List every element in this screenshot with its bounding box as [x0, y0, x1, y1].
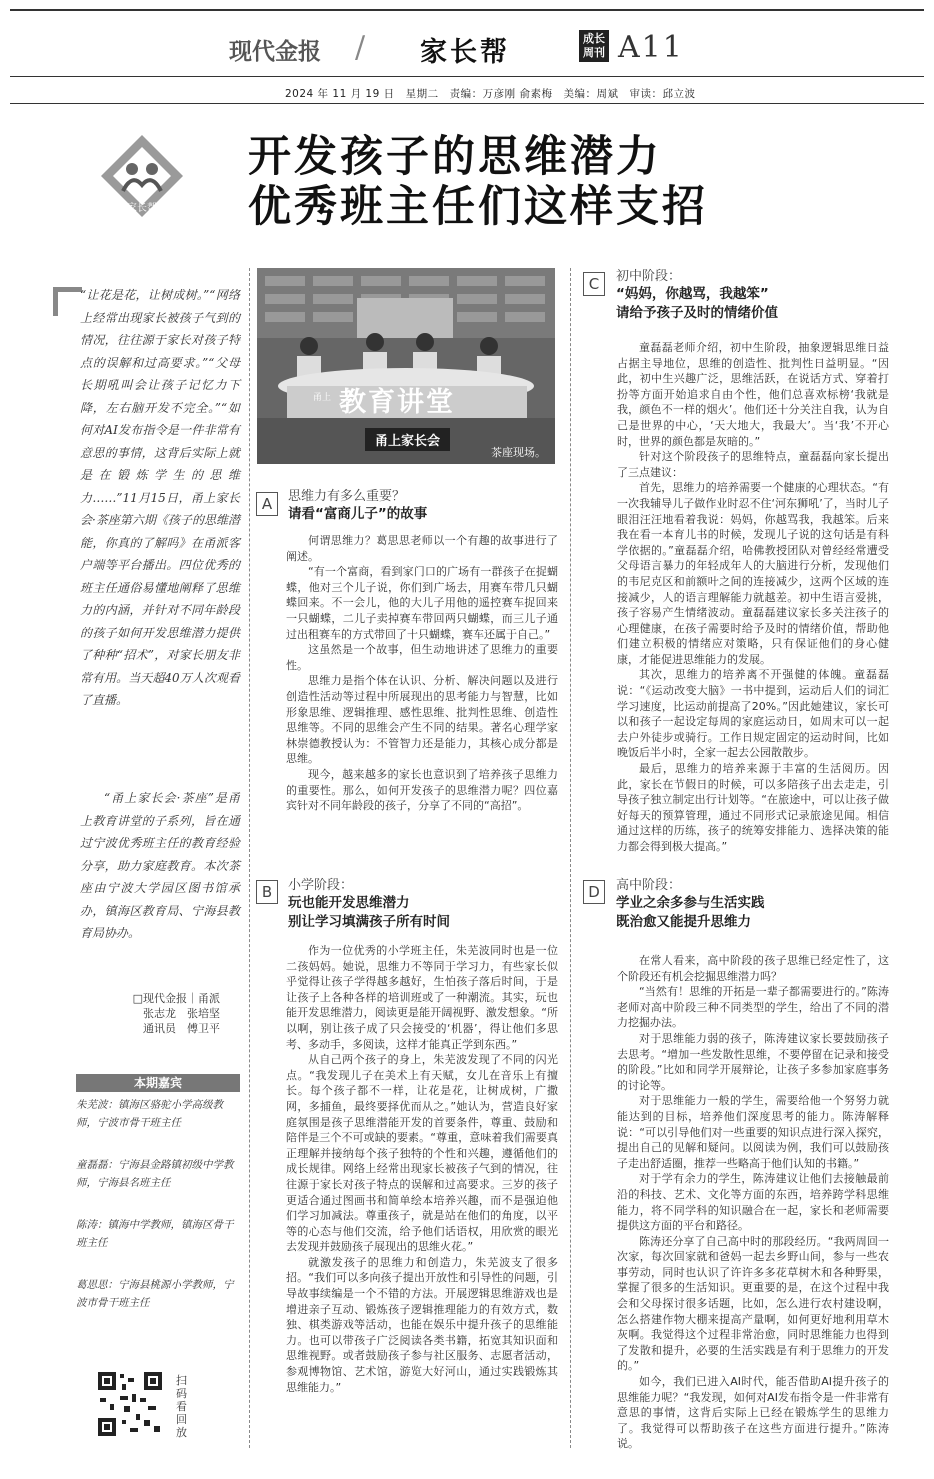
- section-c-subtitle: 初中阶段：: [616, 269, 682, 284]
- guest-item: 朱芜波：镇海区骆驼小学高级教师，宁波市骨干班主任: [76, 1099, 223, 1129]
- byline-line1: □现代金报｜甬派: [132, 992, 220, 1005]
- banner-subtitle: 甬上家长会: [365, 428, 450, 451]
- section-c-title: “妈妈，你越骂，我越笨” 请给予孩子及时的情绪价值: [616, 286, 778, 321]
- paragraph: 从自己两个孩子的身上，朱芜波发现了不同的闪光点。“我发现儿子在美术上有天赋，女儿在音乐上有擅长。每个孩子都不一样，让花是花，让树成树，广撒网，多捕鱼，最终要择优而从之。”她认为，营造良好家庭氛围是孩子思维潜能开发的首要条件，尊重、鼓励和陪伴是三个不可或缺的要素。“尊重，意味着我们需要真正理解并接纳每个孩子独特的个性和兴趣，遵循他们的成长规律。网络上经常出现家长被孩子气到的情况，往往源于家长对孩子特点的误解和过高要求。三岁的孩子更适合通过图画书和简单绘本培养兴趣，而不是强迫他们学习加减法。尊重孩子，就是站在他们的角度，以平等的心态与他们交流，给予他们话语权，用欣赏的眼光去发现并鼓励孩子展现出的思维火花。”: [286, 1053, 558, 1254]
- section-c-heading: [616, 268, 916, 323]
- headline-line2: 优秀班主任们这样支招: [248, 182, 708, 232]
- paragraph: 陈涛还分享了自己高中时的那段经历。“我两周回一次家，每次回家就和爸妈一起去乡野山间，参与一些农事劳动，同时也认识了许许多多花草树木和各种野果，掌握了很多的生活知识。更重要的是，在这个过程中我会和父母探讨很多话题，比如，怎么进行农村建设啊，怎么搭建作物大棚来提高产量啊，如何更好地利用草木灰啊。我觉得这个过程非常治愈，同时思维能力也得到了发散和提升，必要的生活实践是有利于思维力的开发的。”: [617, 1234, 889, 1373]
- qr-code-icon: [96, 1370, 164, 1438]
- section-a-marker: A: [256, 492, 278, 516]
- paragraph: 其次，思维力的培养离不开强健的体魄。童磊磊说：“《运动改变大脑》一书中提到，运动后人们的词汇学习速度，比运动前提高了20%。”因此她建议，家长可以和孩子一起设定每周的家庭运动日，如周末可以一起去户外徒步或骑行。工作日规定固定的运动时间，比如晚饭后半小时，全家一起去公园散散步。: [617, 668, 889, 760]
- section-d-marker: D: [583, 880, 605, 904]
- dateline-rule: [10, 103, 924, 104]
- paragraph: “有一个富商，看到家门口的广场有一群孩子在捉蝴蝶，他对三个儿子说，你们到广场去，用赛车带几只蝴蝶回来。不一会儿，他的大儿子用他的遥控赛车捉回来一只蝴蝶，二儿子卖掉赛车带回两只蝴蝶，而三儿子通过出租赛车的方式带回了十只蝴蝶，赛车还属于自己。”: [286, 565, 558, 641]
- headline-line1: 开发孩子的思维潜力: [248, 132, 662, 182]
- weekly-badge-line2: 周刊: [583, 46, 605, 59]
- qr-code[interactable]: [96, 1370, 164, 1438]
- paragraph: 对于学有余力的学生，陈涛建议让他们去接触最前沿的科技、艺术、文化等方面的东西，培养跨学科思维能力，将不同学科的知识融合在一起，家长和老师需要提供这方面的平台和路径。: [617, 1172, 889, 1233]
- section-a-body: [286, 533, 558, 814]
- byline-line3: 通讯员 傅卫平: [143, 1022, 220, 1035]
- column-divider: [249, 268, 250, 1448]
- section-d-body: [617, 953, 889, 1452]
- section-b-marker: B: [256, 880, 278, 904]
- paragraph: 对于思维能力一般的学生，需要给他一个努努力就能达到的目标，培养他们深度思考的能力。陈涛解释说：“可以引导他们对一些重要的知识点进行深入探究，提出自己的见解和疑问。以阅读为例，我们可以鼓励孩子走出舒适圈，推荐一些略高于他们认知的书籍。”: [617, 1094, 889, 1170]
- paragraph: 这虽然是一个故事，但生动地讲述了思维力的重要性。: [286, 643, 558, 672]
- paragraph: 童磊磊老师介绍，初中生阶段，抽象逻辑思维日益占据主导地位，思维的创造性、批判性日益明显。“因此，初中生兴趣广泛，思维活跃，在说话方式、穿着打扮等方面开始追求自由个性，他们总喜欢标榜‘我就是我，颜色不一样的烟火’。他们还十分关注自我，认为自己是世界的中心，‘天大地大，我最大’。当‘我’不开心时，世界的颜色都是灰暗的。”: [617, 341, 889, 448]
- event-photo: [257, 268, 555, 464]
- section-c-body: [617, 340, 889, 855]
- top-rule: [10, 9, 924, 11]
- section-a-title: 请看“富商儿子”的故事: [288, 506, 428, 522]
- paper-name: 现代金报: [229, 38, 321, 65]
- paragraph: 何谓思维力？葛思思老师以一个有趣的故事进行了阐述。: [286, 534, 558, 563]
- headline: [248, 132, 708, 232]
- masthead-rule: [10, 76, 924, 77]
- section-a-heading: [288, 488, 558, 524]
- section-d-heading: [616, 877, 916, 932]
- section-b-heading: [288, 877, 558, 932]
- banner-small-text: 甬上: [313, 393, 332, 403]
- paragraph: 最后，思维力的培养来源于丰富的生活阅历。因此，家长在节假日的时候，可以多陪孩子出去走走，引导孩子独立制定出行计划等。“在旅途中，可以让孩子做好每天的预算管理，通过不同形式记录旅途见闻。相信通过这样的历练，孩子的统筹安排能力、选择决策的能力都会得到极大提高。”: [617, 762, 889, 853]
- guest-item: 陈涛：镇海中学教师，镇海区骨干班主任: [76, 1219, 234, 1249]
- paragraph: 就激发孩子的思维力和创造力，朱芜波支了很多招。“我们可以多向孩子提出开放性和引导性的问题，引导故事续编是一个不错的方法。开展逻辑思维游戏也是增进亲子互动、锻炼孩子逻辑推理能力的有效方式，数独、棋类游戏等活动，也能在娱乐中提升孩子的思维能力。也可以带孩子广泛阅读各类书籍，拓宽其知识面和思维视野。或者鼓励孩子参与社区服务、志愿者活动，参观博物馆、艺术馆，游览大好河山，通过实践锻炼其思维能力。”: [286, 1255, 558, 1394]
- masthead-slash: /: [355, 30, 366, 65]
- paragraph: 作为一位优秀的小学班主任，朱芜波同时也是一位二孩妈妈。她说，思维力不等同于学习力，有些家长似乎觉得让孩子学得越多越好，生怕孩子落后时间，于是让孩子上各种各样的培训班或了一种潮流。其实，玩也能开发思维潜力，阅读更是能开阔视野、激发想象。“所以啊，别让孩子成了只会接受的‘机器’，得让他们多思考、多动手，多阅读，这样才能真正学到东西。”: [286, 944, 558, 1051]
- paragraph: 思维力是指个体在认识、分析、解决问题以及进行创造性活动等过程中所展现出的思考能力与智慧，比如形象思维、逻辑推理、感性思维、批判性思维、创造性思维等。不同的思维会产生不同的结果。著名心理学家林崇德教授认为：不管智力还是能力，其核心成分都是思维。: [286, 674, 558, 766]
- dateline: 2024 年 11 月 19 日 星期二 责编：万彦刚 俞素梅 美编：周斌 审读：邱立波: [285, 88, 696, 100]
- banner-title: 教育讲堂: [339, 387, 455, 418]
- weekly-badge: [579, 30, 609, 62]
- paragraph: 在常人看来，高中阶段的孩子思维已经定性了，这个阶段还有机会挖掘思维潜力吗？: [617, 954, 889, 983]
- intro-text: “让花是花，让树成树。”“网络上经常出现家长被孩子气到的情况，往往源于家长对孩子特点的误解和过高要求。”“父母长期吼叫会让孩子记忆力下降，左右脑开发不完全。”“如何对AI发布指令是一件非常有意思的事情，这背后实际上就是在锻炼学生的思维力……”11月15日，甬上家长会·茶座第六期《孩子的思维潜能，你真的了解吗》在甬派客户端等平台播出。四位优秀的班主任通俗易懂地阐释了思维力的内涵，并针对不同年龄段的孩子如何开发思维潜力提供了种种“招术”，对家长朋友非常有用。当天超40万人次观看了直播。: [80, 288, 240, 707]
- section-c-marker: C: [583, 272, 605, 296]
- quote-bracket-icon: [53, 287, 82, 316]
- weekly-badge-line1: 成长: [583, 32, 605, 45]
- section-b-subtitle: 小学阶段：: [288, 878, 354, 893]
- section-b-body: [286, 943, 558, 1395]
- section-a-subtitle: 思维力有多么重要？: [288, 489, 406, 504]
- logo-text: 家长帮: [127, 203, 157, 214]
- column-divider: [570, 268, 571, 1448]
- section-b-title: 玩也能开发思维潜力 别让学习填满孩子所有时间: [288, 895, 450, 930]
- byline-line2: 张志龙 张培坚: [143, 1007, 220, 1020]
- qr-label: 扫码看回放: [176, 1374, 187, 1439]
- photo-caption: 茶座现场。: [491, 446, 546, 459]
- guest-item: 葛思思：宁海县桃源小学教师，宁波市骨干班主任: [76, 1279, 234, 1309]
- byline: [80, 991, 220, 1036]
- paragraph: 现今，越来越多的家长也意识到了培养孩子思维力的重要性。那么，如何开发孩子的思维潜力呢？四位嘉宾针对不同年龄段的孩子，分享了不同的“高招”。: [286, 767, 558, 813]
- section-d-title: 学业之余多参与生活实践 既治愈又能提升思维力: [616, 895, 765, 930]
- guest-item: 童磊磊：宁海县金路镇初级中学教师，宁海县名班主任: [76, 1159, 234, 1189]
- paragraph: 对于思维能力弱的孩子，陈涛建议家长要鼓励孩子去思考。“增加一些发散性思维，不要停留在记录和接受的阶段。”比如和同学开展辩论，让孩子多参加家庭事务的讨论等。: [617, 1031, 889, 1092]
- guests-heading: 本期嘉宾: [76, 1074, 240, 1092]
- paragraph: “当然有！思维的开拓是一辈子都需要进行的。”陈涛老师对高中阶段三种不同类型的学生，给出了不同的潜力挖掘办法。: [617, 985, 889, 1030]
- paragraph: 针对这个阶段孩子的思维特点，童磊磊向家长提出了三点建议：: [617, 450, 889, 479]
- guest-list: [76, 1096, 240, 1312]
- intro-text-2: “甬上家长会·茶座”是甬上教育讲堂的子系列，旨在通过宁波优秀班主任的教育经验分享，助力家庭教育。本次茶座由宁波大学园区图书馆承办，镇海区教育局、宁海县教育局协办。: [80, 791, 240, 940]
- paragraph: 首先，思维力的培养需要一个健康的心理状态。“有一次我辅导儿子做作业时忍不住‘河东狮吼’了，当时儿子眼泪汪汪地看着我说：妈妈，你越骂我，我越笨。后来我在看一本育儿书的时候，发现儿子说的这句话是有科学依据的。”童磊磊介绍，哈佛教授团队对曾经经常遭受父母语言暴力的年轻成年人的大脑进行分析，发现他们的韦尼克区和前额叶之间的连接减少，这两个区域的连接减少，人的语言理解能力就越差。初中生语言爱挑，孩子容易产生情绪波动。童磊磊建议家长多关注孩子的心理健康，在孩子需要时给予及时的情绪价值，帮助他们建立积极的情绪应对策略，只有保证他们的身心健康，才能促进思维能力的发展。: [617, 481, 889, 666]
- section-d-subtitle: 高中阶段：: [616, 878, 682, 893]
- paragraph: 如今，我们已进入AI时代，能否借助AI提升孩子的思维能力呢？“我发现，如何对AI发布指令是一件非常有意思的事情，这背后实际上已经在锻炼学生的思维力了。我觉得可以帮助孩子在这些方面进行提升。”陈涛说。: [617, 1375, 889, 1451]
- section-name: 家长帮: [420, 37, 510, 68]
- jiazhangbang-logo: [99, 133, 185, 219]
- page-number: A11: [618, 30, 684, 65]
